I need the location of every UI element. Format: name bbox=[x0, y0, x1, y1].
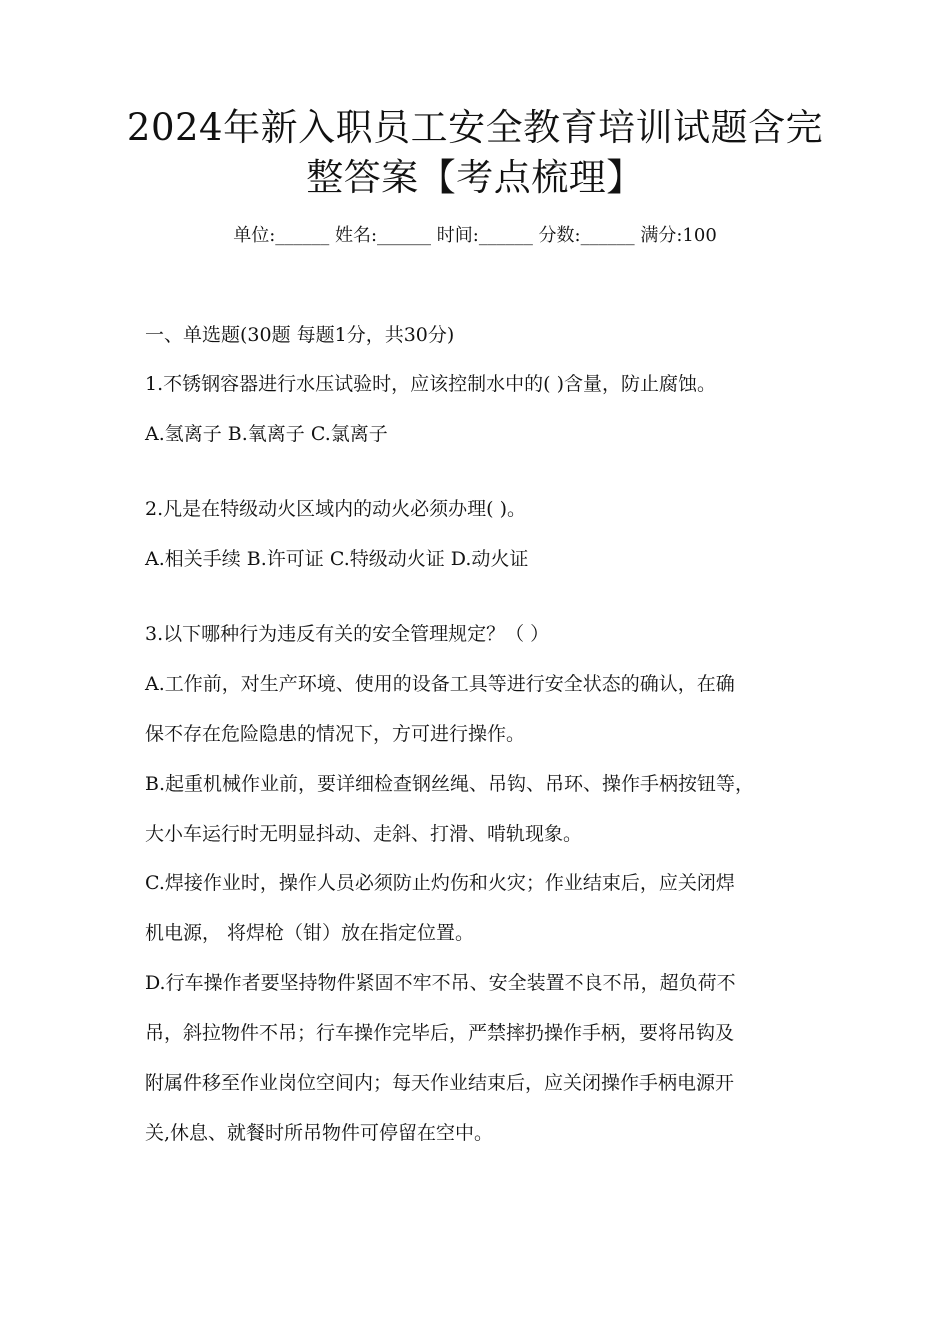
question-3-option-b-line-1: B.起重机械作业前，要详细检查钢丝绳、吊钩、吊环、操作手柄按钮等， bbox=[145, 773, 755, 795]
question-3-option-d-line-4: 关,休息、就餐时所吊物件可停留在空中。 bbox=[145, 1122, 494, 1144]
question-2-stem: 2.凡是在特级动火区域内的动火必须办理( )。 bbox=[145, 498, 526, 520]
question-3-option-d-line-3: 附属件移至作业岗位空间内；每天作业结束后，应关闭操作手柄电源开 bbox=[145, 1072, 735, 1094]
question-3-option-a-line-1: A.工作前，对生产环境、使用的设备工具等进行安全状态的确认，在确 bbox=[145, 673, 735, 695]
question-3-option-c-line-2: 机电源， 将焊枪（钳）放在指定位置。 bbox=[145, 922, 475, 944]
question-1-stem: 1.不锈钢容器进行水压试验时，应该控制水中的( )含量，防止腐蚀。 bbox=[145, 373, 716, 395]
question-3-option-d-line-1: D.行车操作者要坚持物件紧固不牢不吊、安全装置不良不吊，超负荷不 bbox=[145, 972, 736, 994]
document-title-line-2: 整答案【考点梳理】 bbox=[306, 156, 644, 199]
question-3-option-b-line-2: 大小车运行时无明显抖动、走斜、打滑、啃轨现象。 bbox=[145, 823, 583, 845]
exam-info-line: 单位:______ 姓名:______ 时间:______ 分数:______ 满分:100 bbox=[233, 225, 717, 246]
question-3-option-c-line-1: C.焊接作业时，操作人员必须防止灼伤和火灾；作业结束后，应关闭焊 bbox=[145, 872, 735, 894]
question-3-option-d-line-2: 吊，斜拉物件不吊；行车操作完毕后，严禁摔扔操作手柄，要将吊钩及 bbox=[145, 1022, 735, 1044]
question-2-options: A.相关手续 B.许可证 C.特级动火证 D.动火证 bbox=[145, 548, 529, 570]
question-3-option-a-line-2: 保不存在危险隐患的情况下，方可进行操作。 bbox=[145, 723, 526, 745]
question-3-stem: 3.以下哪种行为违反有关的安全管理规定？（ ） bbox=[145, 623, 550, 645]
section-heading: 一、单选题(30题 每题1分，共30分) bbox=[145, 324, 455, 346]
question-1-options: A.氢离子 B.氧离子 C.氯离子 bbox=[145, 423, 388, 445]
document-title-line-1: 2024年新入职员工安全教育培训试题含完 bbox=[126, 106, 824, 149]
